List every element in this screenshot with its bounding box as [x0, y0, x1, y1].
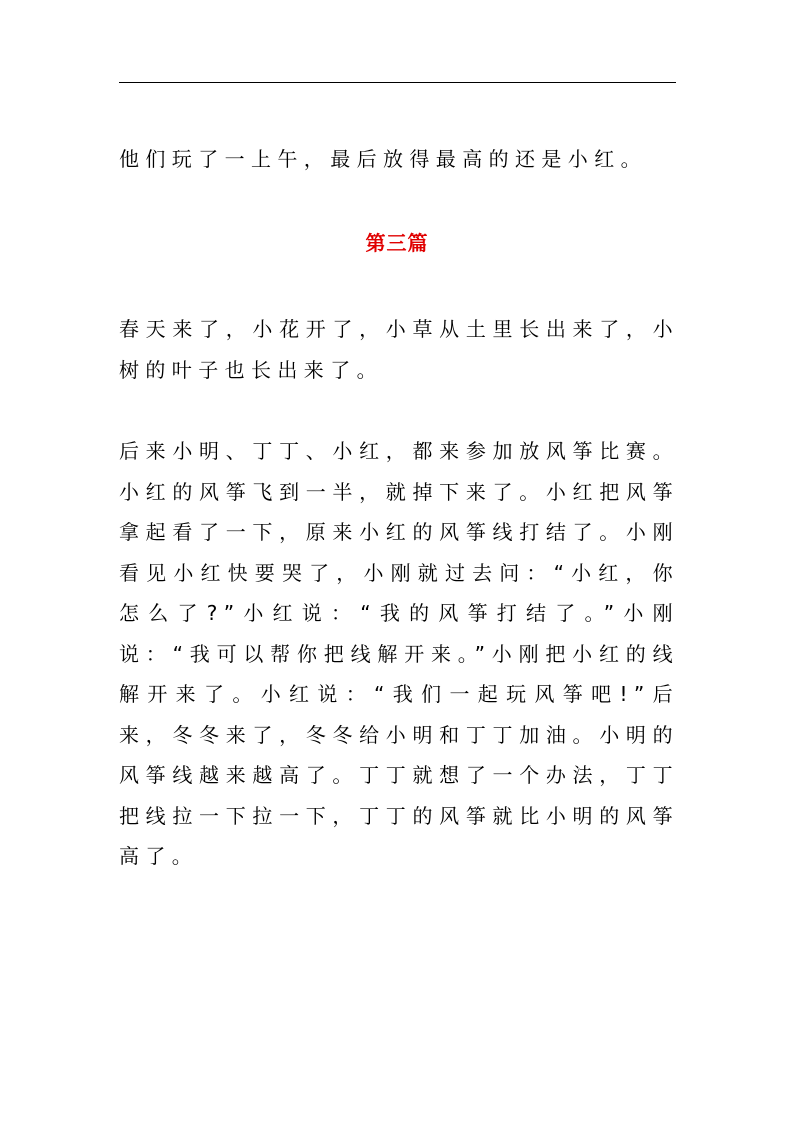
paragraph-kite-contest: 后来小明、丁丁、小红，都来参加放风筝比赛。小红的风筝飞到一半，就掉下来了。小红把风筝拿起看了一下，原来小红的风筝线打结了。小刚看见小红快要哭了，小刚就过去问：“小红，你怎么了?”小红说：“我的风筝打结了。”小刚说：“我可以帮你把线解开来。”小刚把小红的线解开来了。小红说：“我们一起玩风筝吧!”后来，冬冬来了，冬冬给小明和丁丁加油。小明的风筝线越来越高了。丁丁就想了一个办法，丁丁把线拉一下拉一下，丁丁的风筝就比小明的风筝高了。 — [119, 439, 679, 868]
intro-line: 他们玩了一上午，最后放得最高的还是小红。 — [119, 147, 647, 171]
paragraph-spring: 春天来了，小花开了，小草从土里长出来了，小树的叶子也长出来了。 — [119, 317, 679, 382]
section-title: 第三篇 — [365, 231, 429, 255]
header-rule — [119, 82, 676, 83]
